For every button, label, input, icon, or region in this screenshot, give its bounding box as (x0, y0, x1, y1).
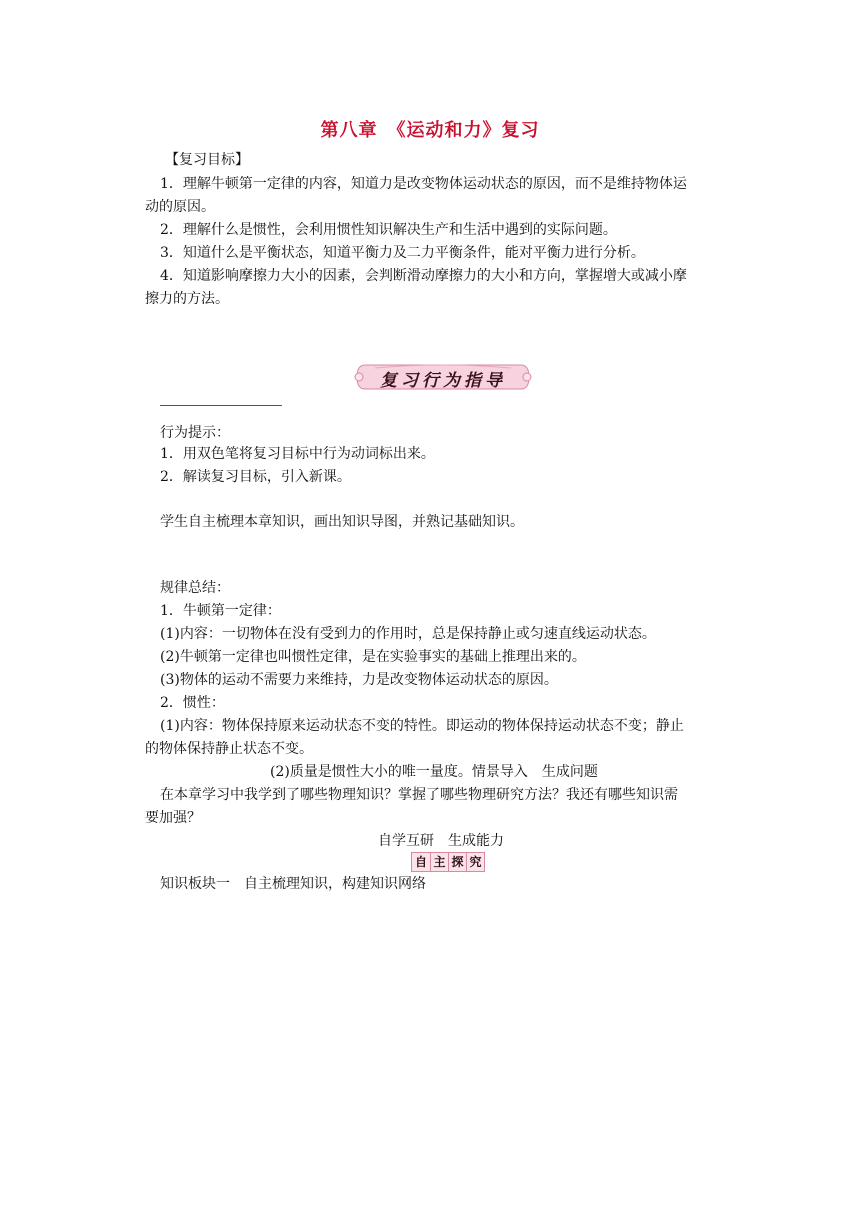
summary-line: (1)内容：物体保持原来运动状态不变的特性。即运动的物体保持运动状态不变；静止 (160, 718, 684, 734)
stamp-char: 究 (466, 853, 484, 871)
summary-heading: 规律总结： (160, 580, 230, 596)
goal-line: 动的原因。 (145, 199, 215, 215)
hint-line: 1．用双色笔将复习目标中行为动词标出来。 (160, 446, 435, 462)
hint-line: 2．解读复习目标，引入新课。 (160, 469, 351, 485)
question-line: 要加强？ (145, 810, 201, 826)
divider (160, 405, 282, 406)
module-title: 知识板块一 自主梳理知识，构建知识网络 (160, 876, 426, 892)
review-guidance-banner (353, 362, 533, 392)
goal-line: 1．理解牛顿第一定律的内容，知道力是改变物体运动状态的原因，而不是维持物体运 (160, 176, 687, 192)
goal-line: 3．知道什么是平衡状态，知道平衡力及二力平衡条件，能对平衡力进行分析。 (160, 245, 645, 261)
self-exploration-stamp (411, 852, 485, 872)
question-line: 在本章学习中我学到了哪些物理知识？掌握了哪些物理研究方法？我还有哪些知识需 (160, 787, 678, 803)
stamp-char: 主 (430, 853, 448, 871)
self-study-instruction: 学生自主梳理本章知识，画出知识导图，并熟记基础知识。 (160, 514, 524, 530)
summary-line: (1)内容：一切物体在没有受到力的作用时，总是保持静止或匀速直线运动状态。 (160, 626, 656, 642)
hints-heading: 行为提示： (160, 425, 230, 441)
summary-line: (2)牛顿第一定律也叫惯性定律，是在实验事实的基础上推理出来的。 (160, 649, 586, 665)
summary-line: (2)质量是惯性大小的唯一量度。情景导入 生成问题 (270, 764, 598, 780)
stamp-char: 探 (448, 853, 466, 871)
summary-line: 2．惯性： (160, 695, 225, 711)
banner-label: 复习行为指导 (380, 371, 506, 391)
section-title: 自学互研 生成能力 (378, 833, 504, 849)
summary-line: 1．牛顿第一定律： (160, 603, 281, 619)
stamp-char: 自 (414, 855, 427, 869)
summary-line: 的物体保持静止状态不变。 (145, 741, 313, 757)
page-title: 第八章 《运动和力》复习 (320, 120, 540, 141)
goal-line: 4．知道影响摩擦力大小的因素，会判断滑动摩擦力的大小和方向，掌握增大或减小摩 (160, 268, 687, 284)
goal-line: 擦力的方法。 (145, 291, 229, 307)
goals-heading: 【复习目标】 (165, 152, 249, 168)
summary-line: (3)物体的运动不需要力来维持，力是改变物体运动状态的原因。 (160, 672, 558, 688)
goal-line: 2．理解什么是惯性，会利用惯性知识解决生产和生活中遇到的实际问题。 (160, 222, 617, 238)
